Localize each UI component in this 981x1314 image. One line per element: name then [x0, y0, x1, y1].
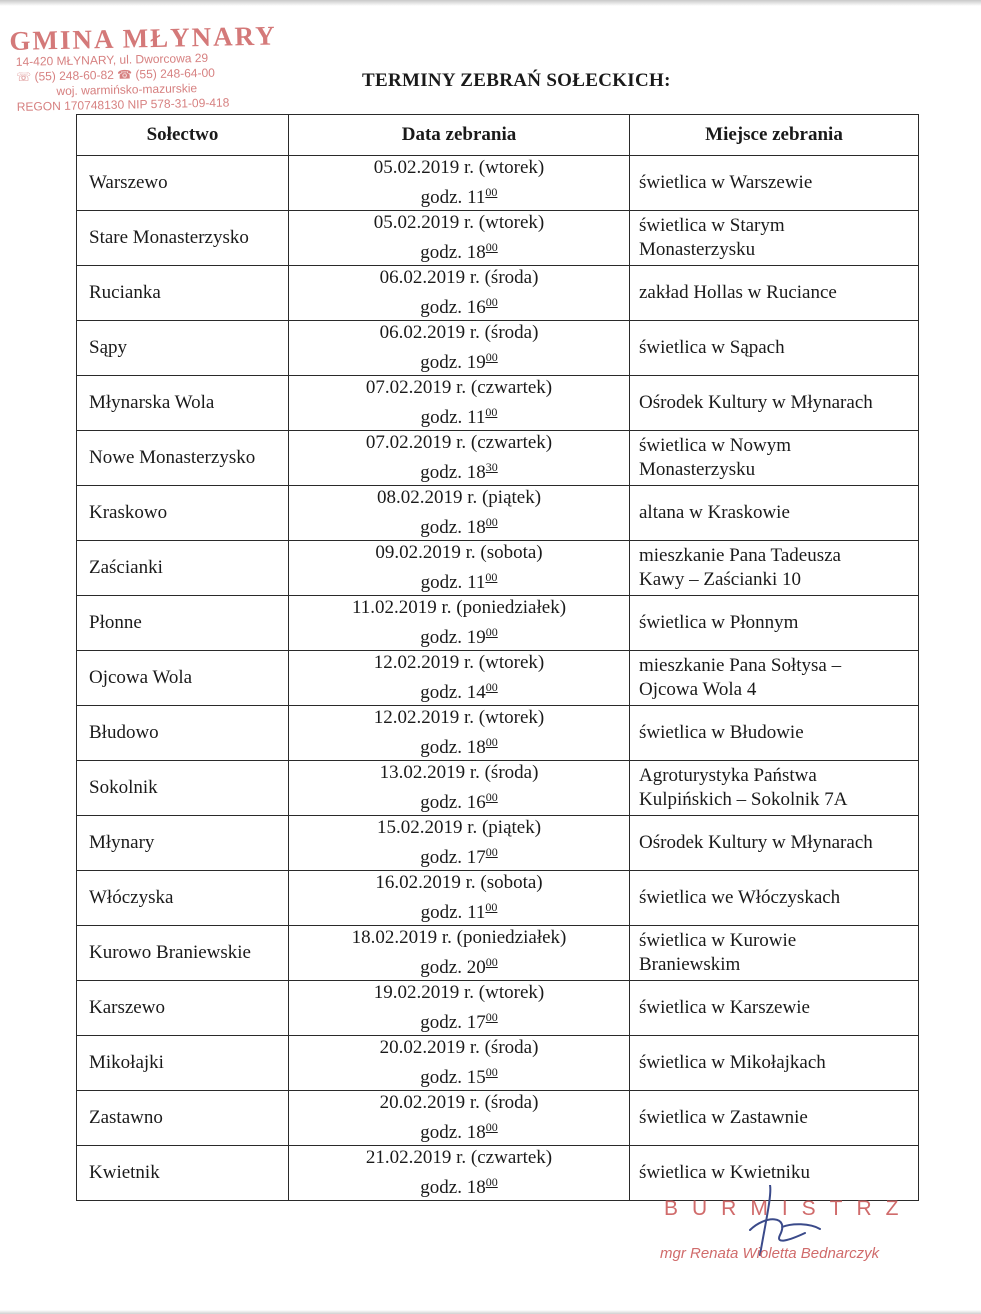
table-row [77, 926, 919, 981]
meeting-place-line1: świetlica we Włóczyskach [639, 887, 841, 908]
meeting-date: 07.02.2019 r. (czwartek) [365, 432, 553, 453]
time-minutes: 00 [485, 295, 498, 309]
meeting-place-line1: Ośrodek Kultury w Młynarach [639, 832, 873, 853]
meeting-date-cell [289, 596, 630, 651]
solectwo-name: Płonne [77, 596, 289, 651]
meeting-date-cell [289, 816, 630, 871]
meeting-date: 12.02.2019 r. (wtorek) [373, 707, 545, 728]
time-prefix: godz. [420, 1012, 467, 1033]
meeting-date-cell [289, 541, 630, 596]
meeting-place-line1: świetlica w Warszewie [639, 172, 813, 193]
time-prefix: godz. [420, 407, 468, 428]
meeting-time [289, 675, 629, 705]
meeting-date: 06.02.2019 r. (środa) [379, 267, 539, 288]
time-minutes: 00 [485, 1175, 498, 1189]
time-hour: 11 [467, 407, 486, 428]
meeting-place-line1: świetlica w Kwietniku [639, 1162, 810, 1183]
meeting-date-cell [289, 761, 630, 816]
stamp-title: GMINA MŁYNARY [9, 20, 277, 57]
time-hour: 17 [466, 847, 486, 868]
stamp-address: 14-420 MŁYNARY, ul. Dworcowa 29 [15, 50, 209, 69]
meeting-place-line1: świetlica w Karszewie [639, 997, 810, 1018]
meeting-date: 08.02.2019 r. (piątek) [376, 487, 542, 508]
meeting-date-cell [289, 266, 630, 321]
meeting-place-cell [630, 651, 919, 706]
meeting-date: 13.02.2019 r. (środa) [379, 762, 539, 783]
header-place: Miejsce zebrania [630, 115, 919, 156]
meeting-date-cell [289, 981, 630, 1036]
time-minutes: 00 [485, 680, 498, 694]
time-minutes: 00 [485, 625, 498, 639]
meeting-place-cell [630, 926, 919, 981]
meeting-time [289, 785, 629, 815]
time-prefix: godz. [420, 297, 467, 318]
meeting-time [289, 345, 629, 375]
meeting-place-line1: Agroturystyka Państwa [639, 765, 817, 786]
time-prefix: godz. [420, 902, 468, 923]
meeting-place-cell [630, 706, 919, 761]
time-prefix: godz. [420, 682, 467, 703]
meeting-time [289, 180, 629, 210]
time-minutes: 00 [485, 1120, 498, 1134]
meeting-place-line1: świetlica w Mikołajkach [639, 1052, 826, 1073]
time-prefix: godz. [420, 627, 467, 648]
meeting-date: 09.02.2019 r. (sobota) [375, 542, 543, 563]
time-minutes: 00 [485, 735, 498, 749]
meeting-date-cell [289, 871, 630, 926]
meeting-date-cell [289, 376, 630, 431]
meeting-place-line2: Kawy – Zaścianki 10 [639, 569, 801, 590]
meeting-place-line2: Braniewskim [639, 954, 741, 975]
meeting-date: 20.02.2019 r. (środa) [379, 1092, 539, 1113]
solectwo-name: Sąpy [77, 321, 289, 376]
time-minutes: 00 [485, 1065, 498, 1079]
meeting-time [289, 235, 629, 265]
time-minutes: 00 [485, 955, 498, 969]
solectwo-name: Kraskowo [77, 486, 289, 541]
solectwo-name: Mikołajki [77, 1036, 289, 1091]
time-minutes: 00 [485, 185, 498, 199]
time-hour: 18 [466, 737, 486, 758]
table-row [77, 816, 919, 871]
meeting-place-line1: zakład Hollas w Ruciance [639, 282, 837, 303]
meeting-date-cell [289, 321, 630, 376]
time-minutes: 00 [485, 405, 498, 419]
meeting-date-cell [289, 1091, 630, 1146]
time-hour: 18 [466, 462, 486, 483]
solectwo-name: Sokolnik [77, 761, 289, 816]
time-prefix: godz. [420, 517, 467, 538]
meeting-date-cell [289, 156, 630, 211]
meeting-date-cell [289, 1036, 630, 1091]
meeting-place-line1: świetlica w Błudowie [639, 722, 804, 743]
table-row [77, 1036, 919, 1091]
meeting-time [289, 400, 629, 430]
meeting-date-cell [289, 486, 630, 541]
time-prefix: godz. [420, 242, 467, 263]
time-minutes: 00 [485, 790, 498, 804]
meeting-date: 05.02.2019 r. (wtorek) [373, 157, 545, 178]
solectwo-name: Młynarska Wola [77, 376, 289, 431]
table-row [77, 541, 919, 596]
time-minutes: 00 [485, 845, 498, 859]
meeting-date: 11.02.2019 r. (poniedziałek) [351, 597, 567, 618]
solectwo-name: Kurowo Braniewskie [77, 926, 289, 981]
time-minutes: 00 [485, 350, 498, 364]
meeting-time [289, 950, 629, 980]
meeting-place-line1: świetlica w Płonnym [639, 612, 799, 633]
meeting-date: 07.02.2019 r. (czwartek) [365, 377, 553, 398]
table-row [77, 321, 919, 376]
meeting-place-line1: świetlica w Nowym [639, 435, 791, 456]
time-minutes: 00 [485, 515, 498, 529]
meeting-place-cell [630, 431, 919, 486]
meeting-place-line1: mieszkanie Pana Tadeusza [639, 545, 841, 566]
time-prefix: godz. [420, 572, 468, 593]
meeting-place-cell [630, 1091, 919, 1146]
meeting-place-cell [630, 376, 919, 431]
page-edge-bottom [0, 1310, 981, 1314]
time-hour: 19 [466, 352, 486, 373]
time-hour: 14 [466, 682, 486, 703]
header-date: Data zebrania [289, 115, 630, 156]
time-hour: 18 [466, 1122, 486, 1143]
meeting-place-cell [630, 761, 919, 816]
table-row [77, 596, 919, 651]
page-edge-top [0, 0, 981, 6]
time-hour: 11 [467, 902, 486, 923]
time-minutes: 00 [485, 570, 498, 584]
meeting-place-line1: Ośrodek Kultury w Młynarach [639, 392, 873, 413]
meeting-date: 15.02.2019 r. (piątek) [376, 817, 542, 838]
meeting-place-line1: świetlica w Kurowie [639, 930, 797, 951]
time-hour: 11 [467, 572, 486, 593]
meeting-time [289, 730, 629, 760]
meeting-date: 19.02.2019 r. (wtorek) [373, 982, 545, 1003]
table-row [77, 431, 919, 486]
meeting-place-cell [630, 266, 919, 321]
time-prefix: godz. [420, 462, 467, 483]
time-prefix: godz. [420, 957, 467, 978]
meeting-date-cell [289, 651, 630, 706]
solectwo-name: Zastawno [77, 1091, 289, 1146]
meeting-date: 05.02.2019 r. (wtorek) [373, 212, 545, 233]
meeting-place-line1: altana w Kraskowie [639, 502, 790, 523]
meeting-date-cell [289, 211, 630, 266]
meeting-place-cell [630, 816, 919, 871]
meeting-place-cell [630, 486, 919, 541]
stamp-ids: REGON 170748130 NIP 578-31-09-418 [16, 95, 230, 114]
time-prefix: godz. [420, 1067, 467, 1088]
time-hour: 16 [466, 297, 486, 318]
stamp-phones: ☏ (55) 248-60-82 ☎ (55) 248-64-00 [16, 65, 215, 84]
meeting-time [289, 565, 629, 595]
meeting-place-line2: Ojcowa Wola 4 [639, 679, 757, 700]
mayor-signature-block [660, 1185, 913, 1275]
time-hour: 17 [466, 1012, 486, 1033]
time-prefix: godz. [420, 352, 467, 373]
solectwo-name: Karszewo [77, 981, 289, 1036]
time-prefix: godz. [420, 847, 467, 868]
signature-title: BURMISTRZ [664, 1197, 913, 1220]
solectwo-name: Błudowo [77, 706, 289, 761]
table-row [77, 651, 919, 706]
time-hour: 18 [466, 242, 486, 263]
time-hour: 15 [466, 1067, 486, 1088]
solectwo-name: Ojcowa Wola [77, 651, 289, 706]
meeting-place-line1: świetlica w Zastawnie [639, 1107, 808, 1128]
time-prefix: godz. [420, 187, 468, 208]
meeting-time [289, 1170, 629, 1200]
meeting-time [289, 1115, 629, 1145]
meeting-place-cell [630, 596, 919, 651]
solectwo-name: Rucianka [77, 266, 289, 321]
meeting-time [289, 895, 629, 925]
meeting-date-cell [289, 1146, 630, 1201]
table-row [77, 706, 919, 761]
meeting-date: 12.02.2019 r. (wtorek) [373, 652, 545, 673]
time-hour: 19 [466, 627, 486, 648]
meeting-time [289, 290, 629, 320]
time-minutes: 00 [485, 900, 498, 914]
meeting-date: 06.02.2019 r. (środa) [379, 322, 539, 343]
time-prefix: godz. [420, 1177, 467, 1198]
meeting-place-line1: mieszkanie Pana Sołtysa – [639, 655, 842, 676]
meeting-place-line2: Kulpińskich – Sokolnik 7A [639, 789, 848, 810]
table-row [77, 486, 919, 541]
municipality-stamp [9, 21, 301, 115]
solectwo-name: Kwietnik [77, 1146, 289, 1201]
solectwo-name: Nowe Monasterzysko [77, 431, 289, 486]
time-hour: 11 [467, 187, 486, 208]
meeting-time [289, 1060, 629, 1090]
meeting-place-line2: Monasterzysku [639, 239, 756, 260]
meeting-time [289, 455, 629, 485]
meeting-time [289, 510, 629, 540]
table-row [77, 1091, 919, 1146]
meeting-place-line1: świetlica w Starym [639, 215, 785, 236]
meeting-place-line1: świetlica w Sąpach [639, 337, 785, 358]
meeting-time [289, 1005, 629, 1035]
meeting-date: 21.02.2019 r. (czwartek) [365, 1147, 553, 1168]
meeting-place-cell [630, 871, 919, 926]
time-prefix: godz. [420, 792, 467, 813]
meeting-place-cell [630, 1036, 919, 1091]
time-prefix: godz. [420, 1122, 467, 1143]
meeting-time [289, 620, 629, 650]
table-row [77, 266, 919, 321]
document-title: TERMINY ZEBRAŃ SOŁECKICH: [362, 70, 671, 91]
meeting-date: 20.02.2019 r. (środa) [379, 1037, 539, 1058]
time-hour: 20 [466, 957, 486, 978]
meeting-date-cell [289, 431, 630, 486]
solectwo-name: Warszewo [77, 156, 289, 211]
time-hour: 16 [466, 792, 486, 813]
time-hour: 18 [466, 1177, 486, 1198]
meeting-place-cell [630, 156, 919, 211]
meeting-date-cell [289, 926, 630, 981]
time-minutes: 00 [485, 1010, 498, 1024]
table-row [77, 376, 919, 431]
meeting-place-cell [630, 211, 919, 266]
stamp-region: woj. warmińsko-mazurskie [56, 81, 198, 99]
signature-name: mgr Renata Wioletta Bednarczyk [660, 1245, 880, 1262]
table-row [77, 871, 919, 926]
time-minutes: 30 [485, 460, 498, 474]
meeting-place-cell [630, 981, 919, 1036]
meeting-date: 18.02.2019 r. (poniedziałek) [351, 927, 567, 948]
solectwo-name: Młynary [77, 816, 289, 871]
meeting-schedule-table [76, 114, 919, 1201]
meeting-time [289, 840, 629, 870]
meeting-place-line2: Monasterzysku [639, 459, 756, 480]
solectwo-name: Włóczyska [77, 871, 289, 926]
meeting-place-cell [630, 541, 919, 596]
meeting-date-cell [289, 706, 630, 761]
table-row [77, 211, 919, 266]
time-prefix: godz. [420, 737, 467, 758]
time-hour: 18 [466, 517, 486, 538]
header-solectwo: Sołectwo [77, 115, 289, 156]
table-row [77, 981, 919, 1036]
table-header-row [77, 115, 919, 156]
table-row [77, 156, 919, 211]
solectwo-name: Zaścianki [77, 541, 289, 596]
time-minutes: 00 [485, 240, 498, 254]
table-row [77, 761, 919, 816]
solectwo-name: Stare Monasterzysko [77, 211, 289, 266]
meeting-place-cell [630, 321, 919, 376]
meeting-date: 16.02.2019 r. (sobota) [375, 872, 543, 893]
